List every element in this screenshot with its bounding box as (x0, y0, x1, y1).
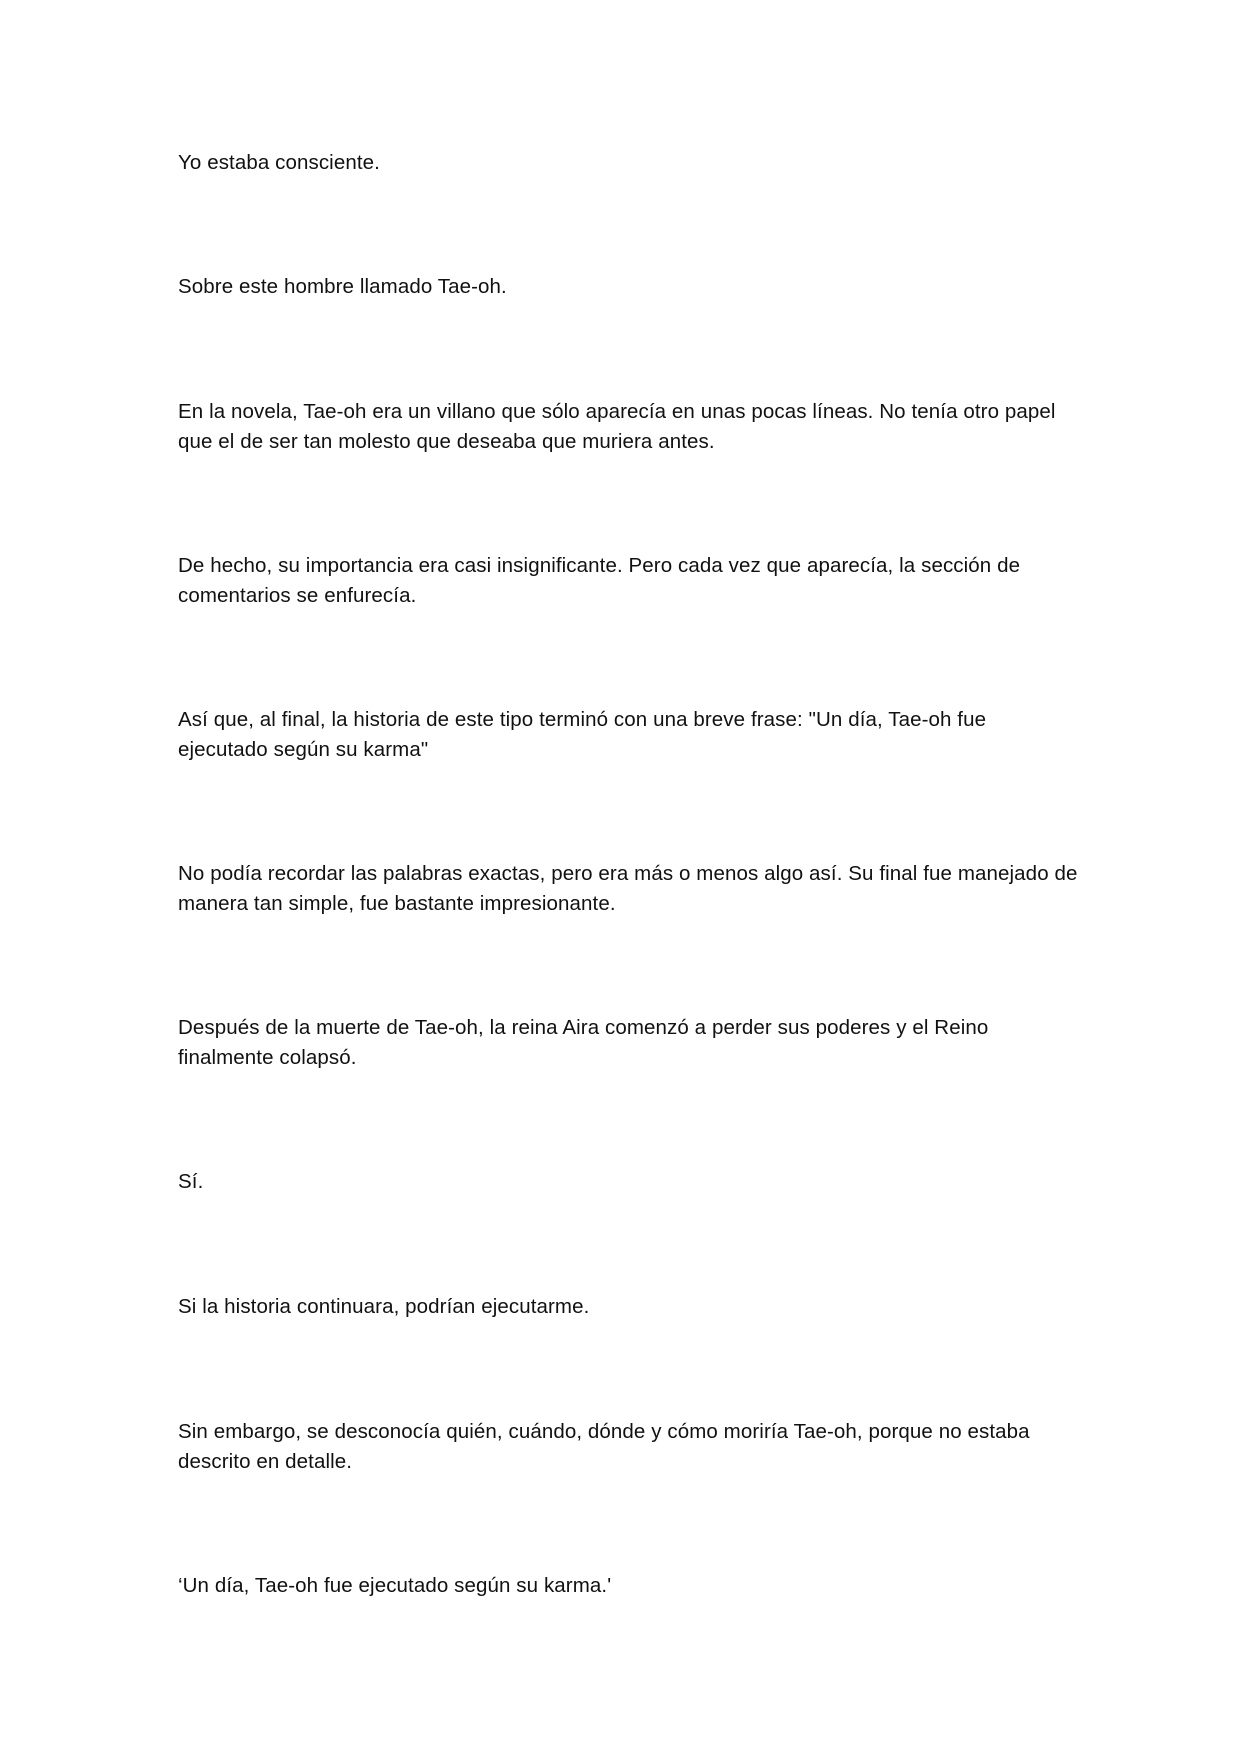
paragraph: Si la historia continuara, podrían ejecutarme. (178, 1295, 590, 1318)
paragraph: Sí. (178, 1170, 204, 1193)
paragraph: Yo estaba consciente. (178, 151, 380, 174)
paragraph: En la novela, Tae-oh era un villano que sólo aparecía en unas pocas líneas. No tenía otro papel que el de ser tan molesto que deseaba que muriera antes. (178, 400, 1056, 453)
paragraph: Sin embargo, se desconocía quién, cuándo, dónde y cómo moriría Tae-oh, porque no estaba descrito en detalle. (178, 1420, 1030, 1473)
paragraph: Sobre este hombre llamado Tae-oh. (178, 275, 507, 298)
paragraph: No podía recordar las palabras exactas, pero era más o menos algo así. Su final fue manejado de manera tan simple, fue bastante impresionante. (178, 862, 1078, 915)
paragraph: Así que, al final, la historia de este tipo terminó con una breve frase: "Un día, Tae-oh fue ejecutado según su karma" (178, 708, 987, 761)
paragraph: De hecho, su importancia era casi insignificante. Pero cada vez que aparecía, la sección de comentarios se enfurecía. (178, 554, 1021, 607)
paragraph: ‘Un día, Tae-oh fue ejecutado según su karma.' (178, 1574, 612, 1597)
paragraph: Después de la muerte de Tae-oh, la reina Aira comenzó a perder sus poderes y el Reino finalmente colapsó. (178, 1016, 989, 1069)
